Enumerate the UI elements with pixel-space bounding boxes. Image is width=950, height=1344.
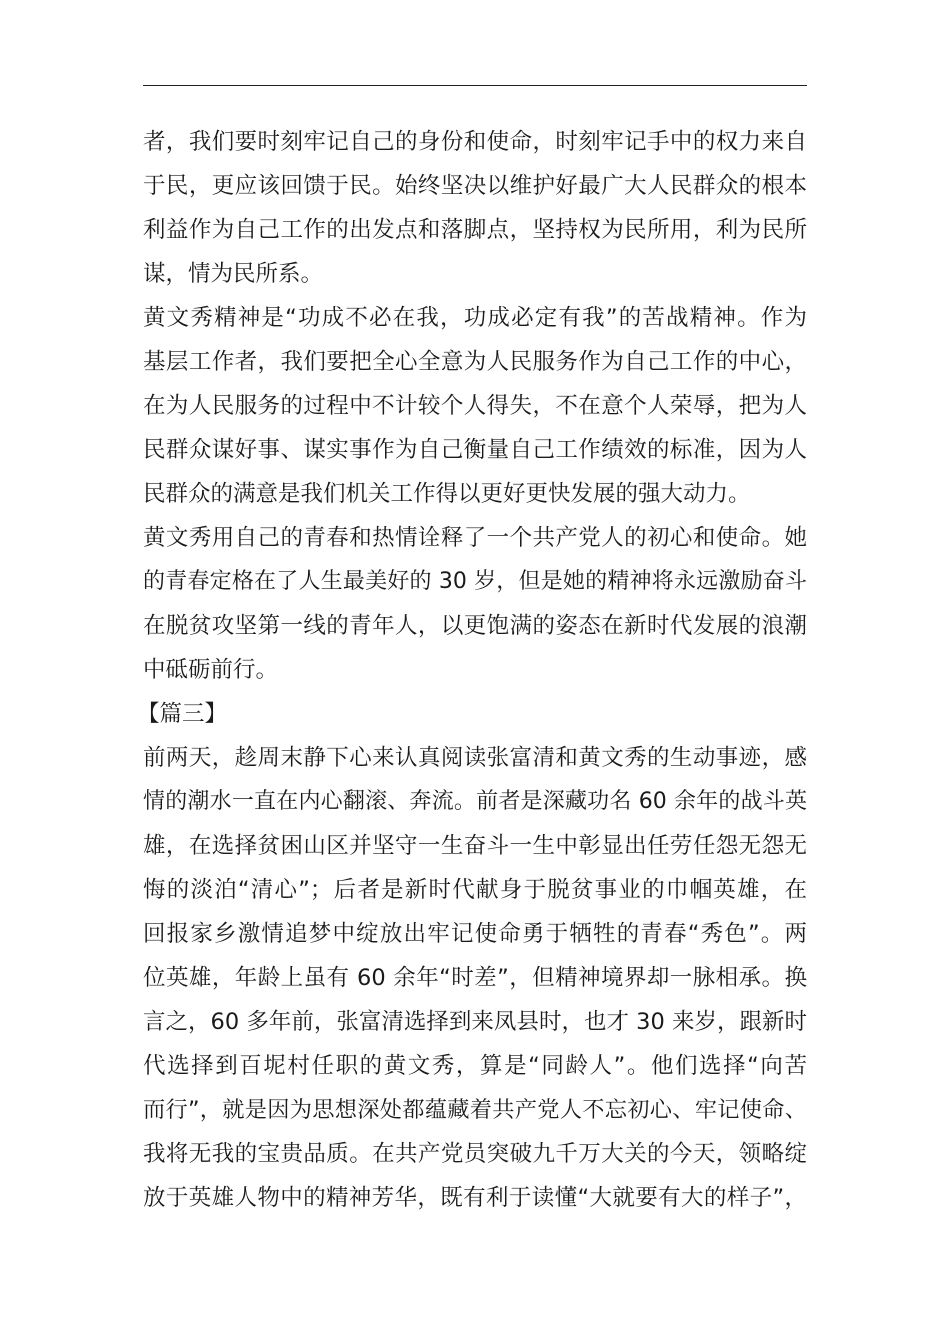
body-text	[137, 120, 807, 1220]
section-heading: 【篇三】	[137, 701, 228, 727]
text-line: 基层工作者，我们要把全心全意为人民服务作为自己工作的中心，	[143, 349, 807, 375]
text-line: 代选择到百坭村任职的黄文秀，算是“同龄人”。他们选择“向苦	[143, 1053, 807, 1079]
text-line: 中砥砺前行。	[143, 657, 279, 683]
text-line: 谋，情为民所系。	[143, 261, 324, 287]
text-line: 位英雄，年龄上虽有 60 余年“时差”，但精神境界却一脉相承。换	[143, 965, 807, 991]
text-line: 言之，60 多年前，张富清选择到来凤县时，也才 30 来岁，跟新时	[143, 1009, 807, 1035]
text-line: 者，我们要时刻牢记自己的身份和使命，时刻牢记手中的权力来自	[143, 129, 807, 155]
text-line: 的青春定格在了人生最美好的 30 岁，但是她的精神将永远激励奋斗	[143, 569, 807, 594]
text-line: 民群众谋好事、谋实事作为自己衡量自己工作绩效的标准，因为人	[143, 437, 807, 463]
text-line: 情的潮水一直在内心翻滚、奔流。前者是深藏功名 60 余年的战斗英	[143, 789, 807, 814]
text-line: 黄文秀精神是“功成不必在我，功成必定有我”的苦战精神。作为	[143, 305, 807, 331]
text-line: 于民，更应该回馈于民。始终坚决以维护好最广大人民群众的根本	[143, 173, 807, 199]
text-line: 前两天，趁周末静下心来认真阅读张富清和黄文秀的生动事迹，感	[143, 745, 807, 771]
text-line: 雄，在选择贫困山区并坚守一生奋斗一生中彰显出任劳任怨无怨无	[143, 833, 807, 859]
text-line: 我将无我的宝贵品质。在共产党员突破九千万大关的今天，领略绽	[143, 1141, 807, 1167]
text-line: 在为人民服务的过程中不计较个人得失，不在意个人荣辱，把为人	[143, 393, 807, 419]
text-line: 悔的淡泊“清心”；后者是新时代献身于脱贫事业的巾帼英雄，在	[143, 877, 807, 903]
text-line: 黄文秀用自己的青春和热情诠释了一个共产党人的初心和使命。她	[143, 525, 807, 551]
text-line: 利益作为自己工作的出发点和落脚点，坚持权为民所用，利为民所	[143, 217, 807, 243]
text-line: 而行”，就是因为思想深处都蕴藏着共产党人不忘初心、牢记使命、	[143, 1097, 807, 1123]
header-rule	[143, 85, 807, 86]
text-line: 回报家乡激情追梦中绽放出牢记使命勇于牺牲的青春“秀色”。两	[143, 921, 807, 947]
text-line: 在脱贫攻坚第一线的青年人，以更饱满的姿态在新时代发展的浪潮	[143, 613, 807, 639]
text-line: 民群众的满意是我们机关工作得以更好更快发展的强大动力。	[143, 481, 751, 507]
text-line: 放于英雄人物中的精神芳华，既有利于读懂“大就要有大的样子”，	[143, 1185, 807, 1211]
